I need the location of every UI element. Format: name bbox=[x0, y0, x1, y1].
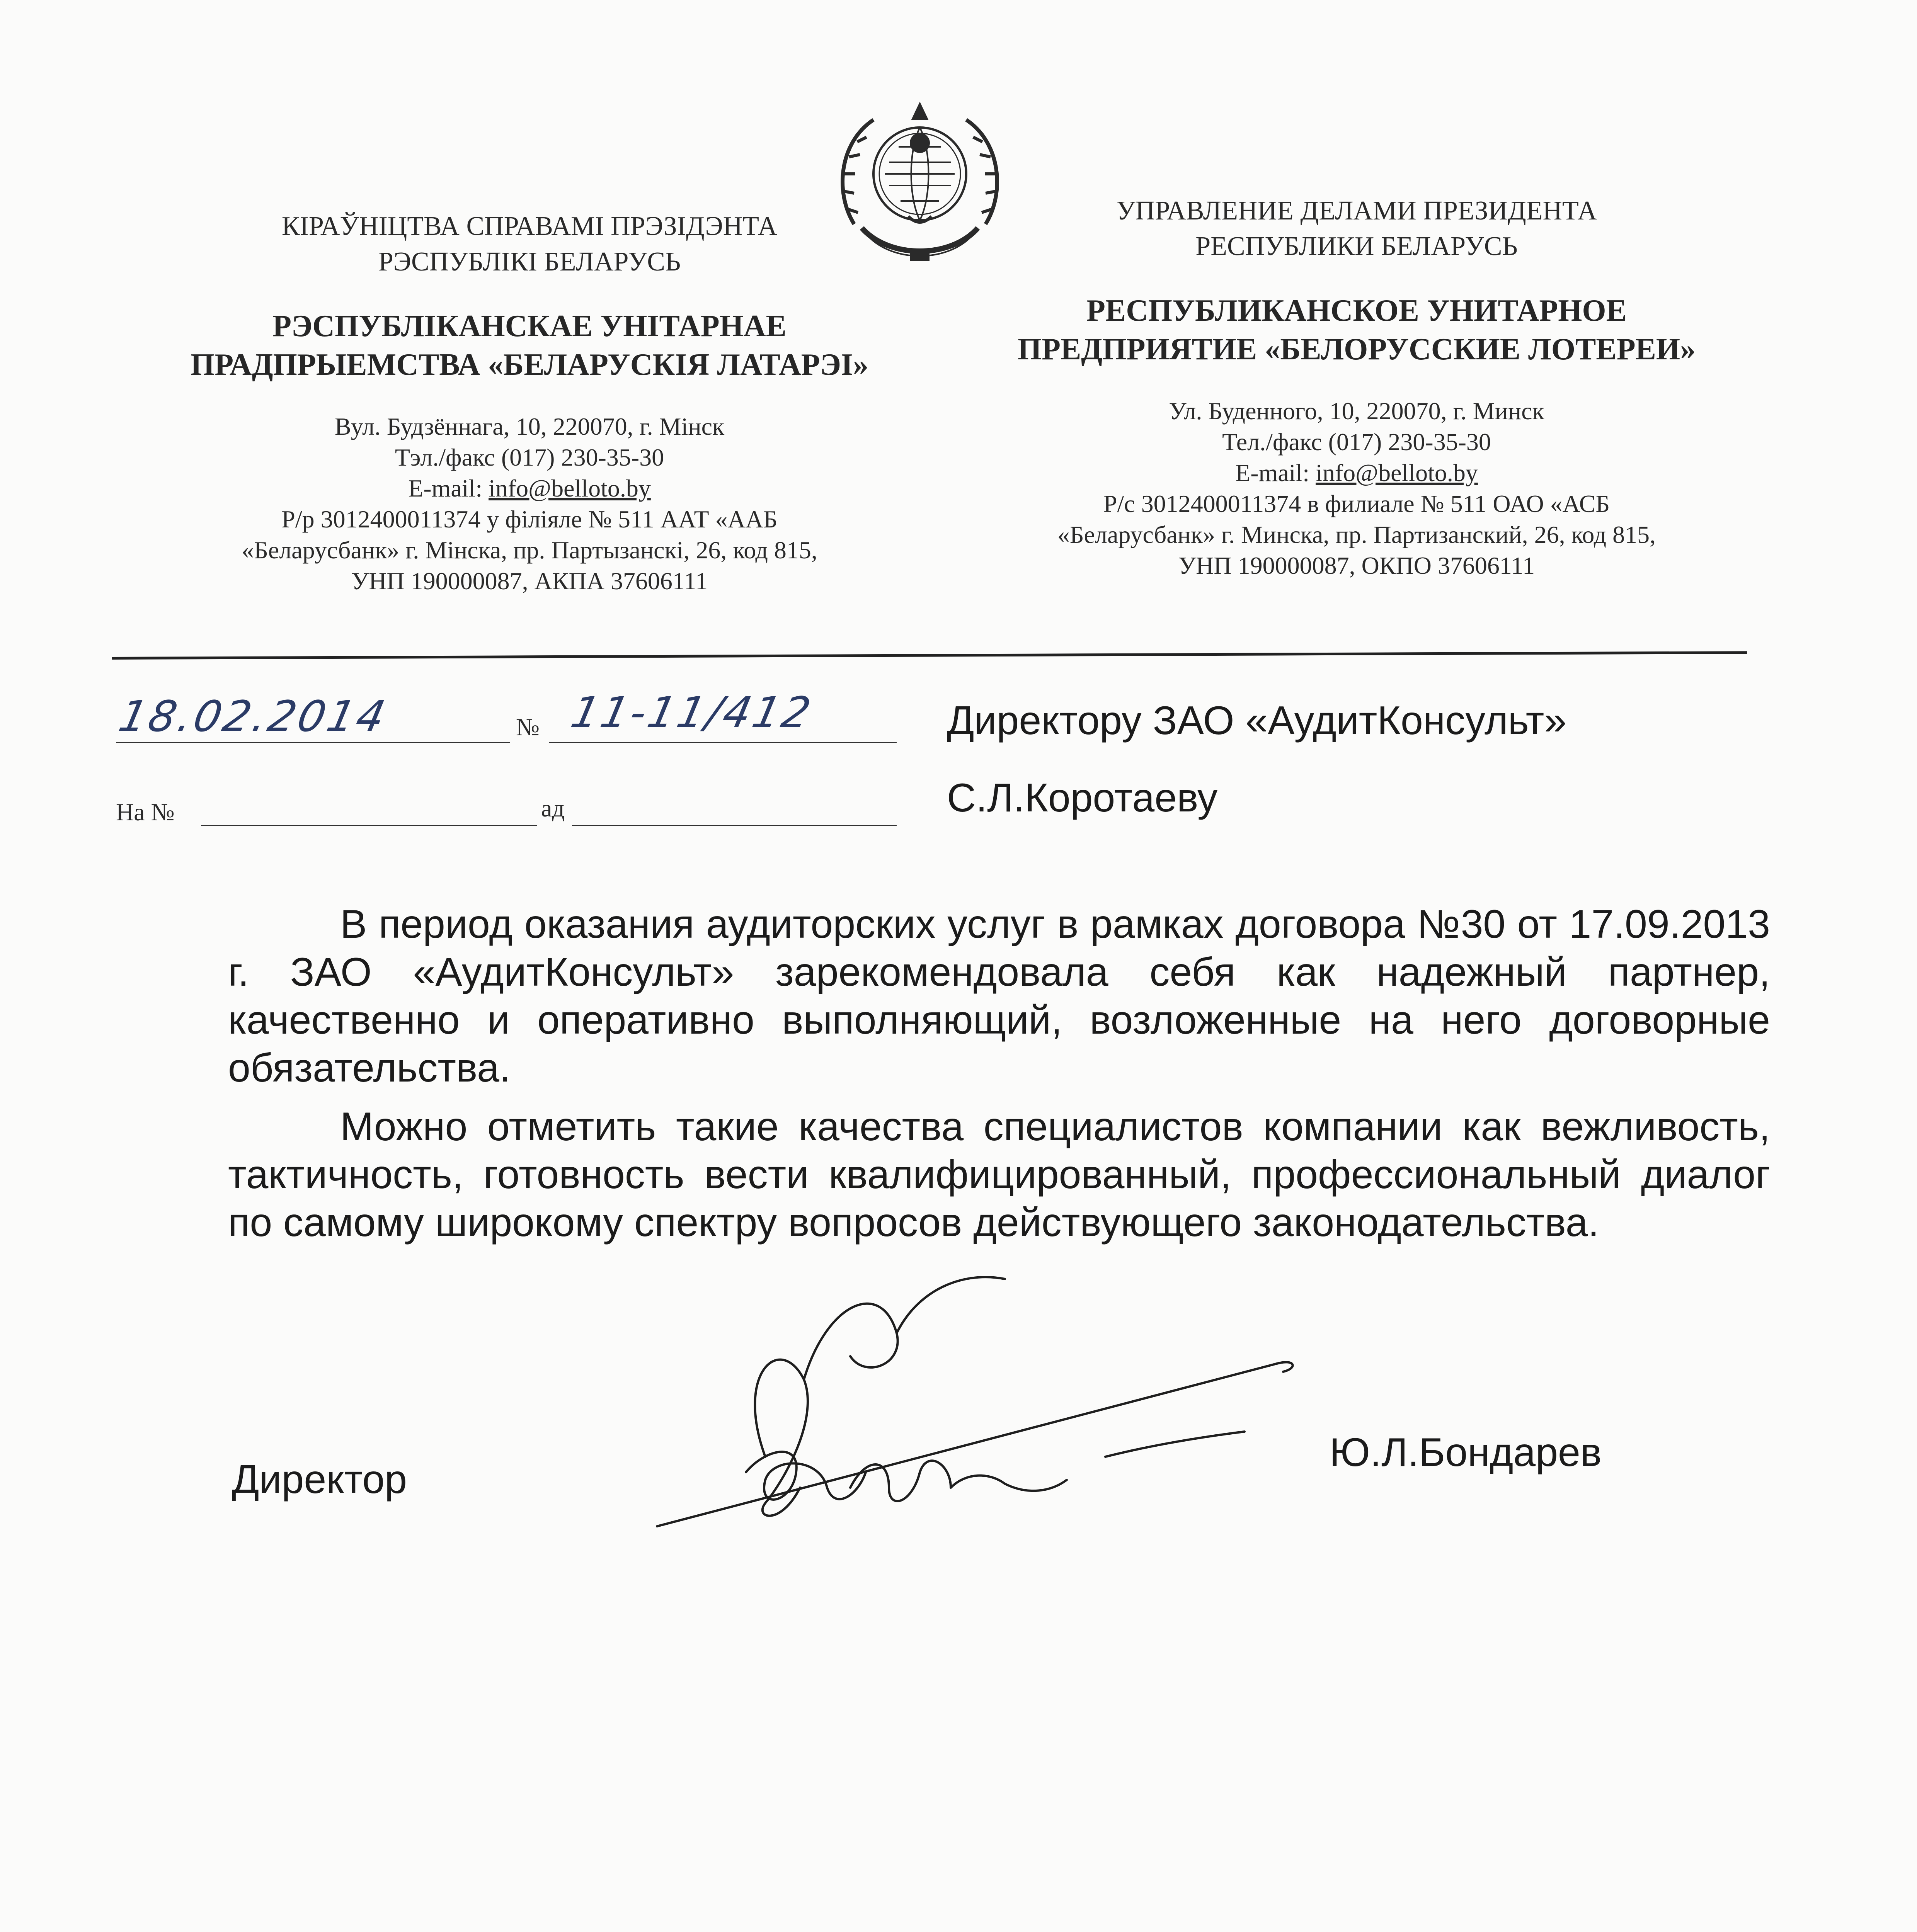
header-left-organization bbox=[116, 307, 943, 384]
header-divider bbox=[112, 651, 1747, 660]
header-right-bank-line3: УНП 190000087, ОКПО 37606111 bbox=[1178, 552, 1535, 579]
reply-date-line bbox=[572, 825, 897, 826]
number-label: № bbox=[516, 713, 540, 741]
header-left-email-link[interactable]: info@belloto.by bbox=[489, 474, 651, 502]
header-left-address: Вул. Будзённага, 10, 220070, г. Мінск bbox=[334, 413, 725, 440]
header-right-authority-line2: РЕСПУБЛИКИ БЕЛАРУСЬ bbox=[1195, 231, 1518, 261]
addressee bbox=[947, 692, 1566, 827]
header-left-org-line2: ПРАДПРЫЕМСТВА «БЕЛАРУСКІЯ ЛАТАРЭІ» bbox=[190, 348, 869, 382]
outgoing-date: 18.02.2014 bbox=[114, 692, 392, 741]
header-right bbox=[943, 193, 1770, 581]
header-right-email-line bbox=[943, 457, 1770, 488]
header-right-bank-line2: «Беларусбанк» г. Минска, пр. Партизанский, 26, код 815, bbox=[1057, 521, 1656, 548]
header-left-org-line1: РЭСПУБЛІКАНСКАЕ УНІТАРНАЕ bbox=[272, 309, 787, 343]
header-right-contacts bbox=[943, 396, 1770, 581]
number-line bbox=[549, 742, 897, 743]
header-right-organization bbox=[943, 291, 1770, 369]
header-right-org-line1: РЕСПУБЛИКАНСКОЕ УНИТАРНОЕ bbox=[1086, 294, 1627, 328]
outgoing-number: 11-11/412 bbox=[567, 688, 817, 737]
header-left-bank-line2: «Беларусбанк» г. Мінска, пр. Партызанскі, 26, код 815, bbox=[242, 536, 817, 564]
header-left-bank-line3: УНП 190000087, АКПА 37606111 bbox=[351, 567, 708, 595]
header-right-bank-line1: Р/с 3012400011374 в филиале № 511 ОАО «АСБ bbox=[1103, 490, 1610, 517]
letter-body bbox=[228, 900, 1770, 1257]
header-left-contacts bbox=[116, 411, 943, 597]
header-right-email-link[interactable]: info@belloto.by bbox=[1316, 459, 1478, 486]
header-right-address: Ул. Буденного, 10, 220070, г. Минск bbox=[1169, 397, 1544, 425]
body-paragraph-2: Можно отметить такие качества специалистов компании как вежливость, тактичность, готовность вести квалифицированный, профессиональный диалог по самому широкому спектру вопросов действующего законодательства. bbox=[228, 1104, 1770, 1245]
header-left-phone: Тэл./факс (017) 230-35-30 bbox=[395, 444, 664, 471]
reply-to-label: На № bbox=[116, 798, 175, 826]
header-left-email-line bbox=[116, 473, 943, 504]
body-paragraph-1: В период оказания аудиторских услуг в рамках договора №30 от 17.09.2013 г. ЗАО «АудитКонсульт» зарекомендовала себя как надежный партнер, качественно и оперативно выполняющий, возложенные на него договорные обязательства. bbox=[228, 902, 1770, 1090]
date-line bbox=[116, 742, 510, 743]
header-left-email-prefix: E-mail: bbox=[408, 474, 489, 502]
addressee-position: Директору ЗАО «АудитКонсульт» bbox=[947, 698, 1567, 743]
header-right-org-line2: ПРЕДПРИЯТИЕ «БЕЛОРУССКИЕ ЛОТЕРЕИ» bbox=[1017, 332, 1696, 366]
header-left-authority-line1: КІРАЎНІЦТВА СПРАВАМІ ПРЭЗІДЭНТА bbox=[281, 211, 778, 241]
header-left-authority-line2: РЭСПУБЛІКІ БЕЛАРУСЬ bbox=[378, 247, 681, 277]
signatory-name: Ю.Л.Бондарев bbox=[1330, 1430, 1602, 1475]
signatory-role: Директор bbox=[232, 1457, 407, 1502]
header-right-email-prefix: E-mail: bbox=[1235, 459, 1316, 486]
handwritten-signature bbox=[618, 1256, 1391, 1565]
header-left bbox=[116, 209, 943, 597]
addressee-name: С.Л.Коротаеву bbox=[947, 776, 1218, 820]
header-right-phone: Тел./факс (017) 230-35-30 bbox=[1222, 428, 1491, 456]
header-left-bank-line1: Р/р 3012400011374 у філіяле № 511 ААТ «ААБ bbox=[281, 505, 778, 533]
reply-from-label: ад bbox=[541, 794, 565, 822]
header-right-authority-line1: УПРАВЛЕНИЕ ДЕЛАМИ ПРЕЗИДЕНТА bbox=[1116, 196, 1597, 226]
reply-number-line bbox=[201, 825, 537, 826]
